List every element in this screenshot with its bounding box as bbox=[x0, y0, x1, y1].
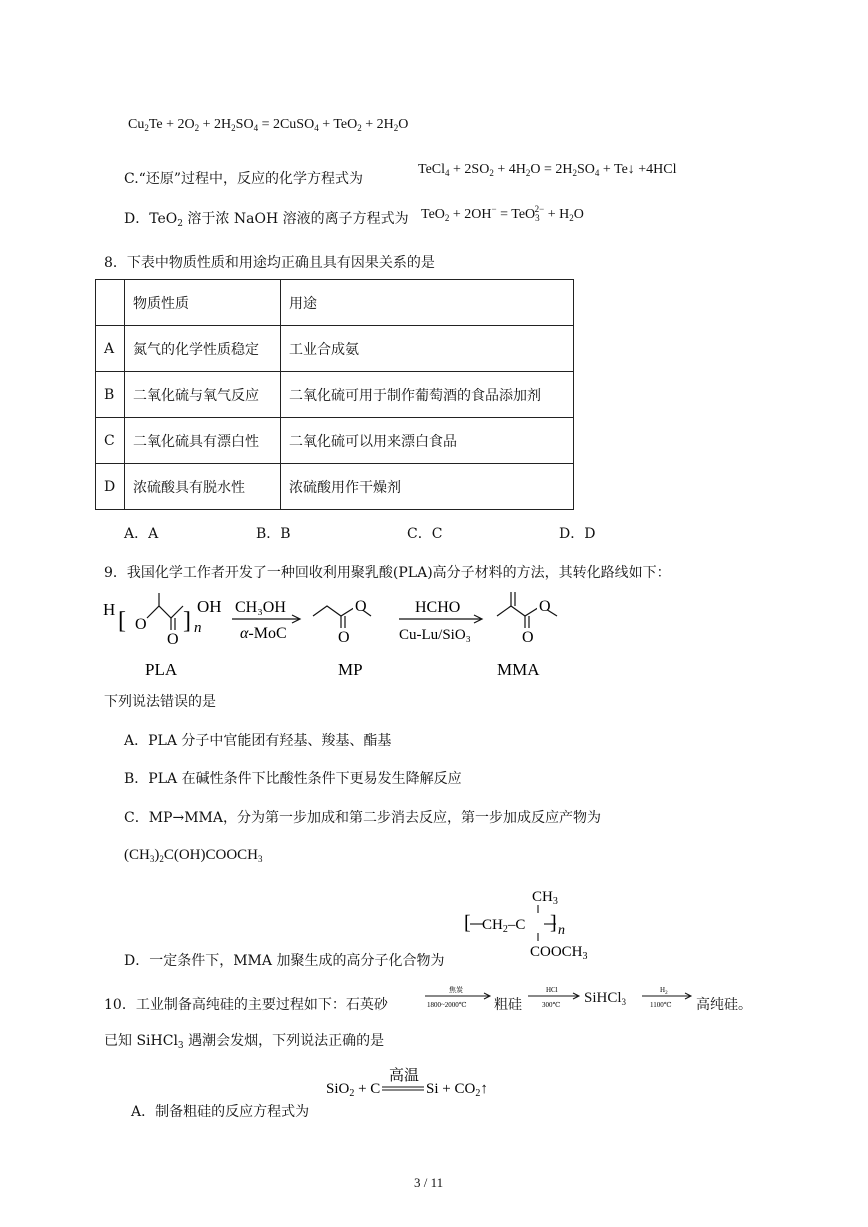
table-cell: D bbox=[96, 464, 125, 510]
polymer-ch3: $CH_3$ bbox=[532, 889, 558, 907]
table-cell: 二氧化硫可用于制作葡萄酒的食品添加剂 bbox=[281, 372, 574, 418]
pla-bracket-left: [ bbox=[118, 608, 126, 634]
table-cell: 工业合成氨 bbox=[281, 326, 574, 372]
polymer-bracket-right: ] bbox=[550, 912, 557, 934]
q9-option-b: B．PLA 在碱性条件下比酸性条件下更易发生降解反应 bbox=[124, 771, 462, 787]
table-cell: 浓硫酸具有脱水性 bbox=[125, 464, 281, 510]
q9-option-d-polymer bbox=[462, 884, 612, 964]
table-cell: 二氧化硫可以用来漂白食品 bbox=[281, 418, 574, 464]
q9-reaction-scheme bbox=[95, 588, 595, 688]
table-header-row bbox=[96, 280, 574, 326]
table-row bbox=[96, 372, 574, 418]
table-row bbox=[96, 326, 574, 372]
mma-carbonyl-o: O bbox=[522, 629, 534, 646]
eq-right: $Si + CO_2↑$ bbox=[426, 1081, 488, 1099]
arrow2-top: HCl bbox=[546, 986, 558, 994]
q8-option-b: B．B bbox=[256, 526, 291, 542]
arrow1-bottom: 1800~2000℃ bbox=[427, 1001, 467, 1009]
label-mma: MMA bbox=[497, 660, 540, 679]
q9-stem: 9．我国化学工作者开发了一种回收利用聚乳酸(PLA)高分子材料的方法，其转化路线如下： bbox=[104, 565, 671, 581]
label-mp: MP bbox=[338, 660, 363, 679]
pla-n-subscript: n bbox=[194, 620, 202, 636]
q10-option-a: A．制备粗硅的反应方程式为 bbox=[131, 1104, 310, 1120]
q8-table bbox=[95, 279, 574, 510]
arrow2-bottom: 300℃ bbox=[542, 1001, 561, 1009]
mp-carbonyl-o: O bbox=[338, 629, 350, 646]
q7-option-c-equation: TeCl$_4$ + $2SO_2 + 4H_2O = 2H_2SO_4$ + Te↓ +4HCl bbox=[418, 162, 677, 178]
q9-option-c: C．MP→MMA，分为第一步加成和第二步消去反应，第一步加成反应产物为 bbox=[124, 810, 601, 826]
table-cell: 浓硫酸用作干燥剂 bbox=[281, 464, 574, 510]
table-cell: 物质性质 bbox=[125, 280, 281, 326]
q7-option-d-text: D．TeO$_2$ 溶于浓 NaOH 溶液的离子方程式为 bbox=[124, 211, 409, 229]
polymer-cooch3: $COOCH_3$ bbox=[530, 944, 588, 962]
q10-arrow-3 bbox=[640, 984, 694, 1014]
table-cell: B bbox=[96, 372, 125, 418]
pla-carbonyl-o: O bbox=[167, 631, 179, 648]
q10-arrow-1 bbox=[423, 984, 493, 1014]
q10-mid2: SiHCl$_3$ bbox=[584, 990, 627, 1007]
q7-option-d-equation: $TeO_2 + 2OH^- = TeO_3^{2-} + H_2O$ bbox=[421, 204, 584, 223]
polymer-bracket-left: [ bbox=[464, 912, 471, 934]
q10-stem-start: 10．工业制备高纯硅的主要过程如下：石英砂 bbox=[104, 997, 388, 1013]
arrow3-bottom: 1100℃ bbox=[650, 1001, 672, 1009]
reagent2-bottom: Cu-Lu/SiO₃ bbox=[399, 627, 471, 643]
q10-line2: 已知 SiHCl$_3$ 遇潮会发烟，下列说法正确的是 bbox=[104, 1033, 385, 1051]
q9-option-c-formula: $(CH_3)_2C(OH)COOCH_3$ bbox=[124, 847, 263, 864]
q9-option-a: A．PLA 分子中官能团有羟基、羧基、酯基 bbox=[124, 733, 392, 749]
q8-option-c: C．C bbox=[407, 526, 443, 542]
q9-option-d: D．一定条件下，MMA 加聚生成的高分子化合物为 bbox=[124, 953, 445, 969]
q10-mid1: 粗硅 bbox=[494, 997, 522, 1013]
q8-option-d: D．D bbox=[559, 526, 596, 542]
mma-ester-o: O bbox=[539, 598, 551, 615]
q9-question: 下列说法错误的是 bbox=[104, 694, 216, 710]
polymer-ch2: $CH_2-C$ bbox=[482, 917, 526, 935]
polymer-n: n bbox=[558, 923, 565, 938]
page-number: 3 / 11 bbox=[414, 1175, 444, 1190]
eq-left: SiO$_2$ + C bbox=[326, 1081, 381, 1099]
q7-equation-b: $Cu_2Te + 2O_2 + 2H_2SO_4$ = 2CuSO$_4$ + $TeO_2 + 2H_2O$ bbox=[128, 117, 409, 133]
table-cell bbox=[96, 280, 125, 326]
pla-bracket-right: ] bbox=[183, 608, 191, 634]
q10-option-a-equation bbox=[326, 1064, 526, 1104]
label-pla: PLA bbox=[145, 660, 178, 679]
table-cell: 用途 bbox=[281, 280, 574, 326]
pla-oh-group: OH bbox=[197, 597, 222, 616]
pla-o-atom: O bbox=[135, 616, 147, 633]
table-cell: 二氧化硫与氧气反应 bbox=[125, 372, 281, 418]
reagent1-top: CH₃OH bbox=[235, 599, 286, 616]
table-row bbox=[96, 418, 574, 464]
q10-stem-end: 高纯硅。 bbox=[696, 997, 752, 1013]
eq-condition: 高温 bbox=[389, 1068, 420, 1084]
arrow1-top: 焦炭 bbox=[449, 986, 463, 994]
table-cell: 氮气的化学性质稳定 bbox=[125, 326, 281, 372]
arrow3-top: $H_2$ bbox=[660, 986, 668, 996]
table-cell: C bbox=[96, 418, 125, 464]
pla-h-atom: H bbox=[103, 600, 116, 619]
mp-ester-o: O bbox=[355, 598, 367, 615]
q10-arrow-2 bbox=[526, 984, 582, 1014]
table-cell: 二氧化硫具有漂白性 bbox=[125, 418, 281, 464]
reagent2-top: HCHO bbox=[415, 599, 461, 616]
table-row bbox=[96, 464, 574, 510]
q8-option-a: A．A bbox=[124, 526, 159, 542]
q7-option-c-text: C.“还原”过程中，反应的化学方程式为 bbox=[124, 171, 363, 187]
q8-stem: 8．下表中物质性质和用途均正确且具有因果关系的是 bbox=[104, 255, 435, 271]
reagent1-bottom: α-MoC bbox=[240, 625, 287, 642]
table-cell: A bbox=[96, 326, 125, 372]
